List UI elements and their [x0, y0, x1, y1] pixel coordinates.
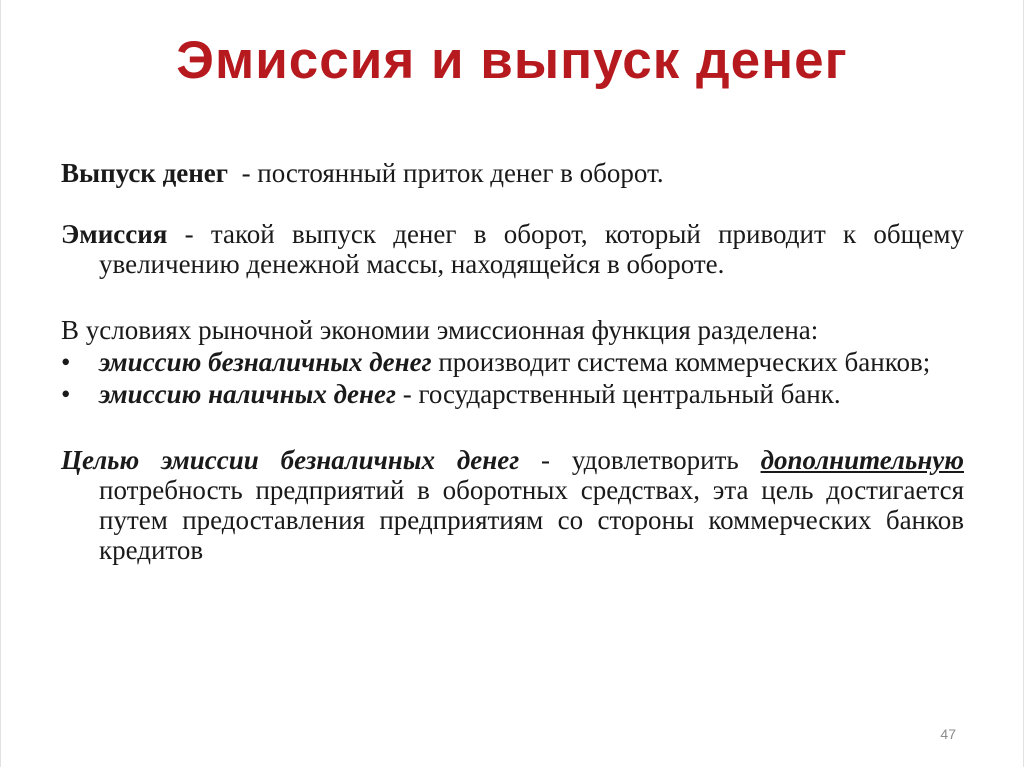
bullet-marker: • [61, 379, 71, 409]
list-item [61, 347, 964, 377]
term-money-issue: Выпуск денег [61, 158, 229, 188]
paragraph-market-economy: В условиях рыночной экономии эмиссионная функция разделена: [61, 315, 819, 345]
slide-title: Эмиссия и выпуск денег [176, 31, 848, 90]
definition-money-issue: - постоянный приток денег в оборот. [228, 158, 664, 188]
paragraph-money-issue [61, 158, 964, 188]
goal-text-b: потребность предприятий в оборотных средствах, эта цель достигается путем предоставления предприятиям со стороны коммерческих банков кредитов [99, 475, 964, 565]
page-number: 47 [940, 726, 956, 742]
bullet-text: - государственный центральный банк. [395, 379, 841, 409]
bullet-marker: • [61, 347, 71, 377]
slide-body [61, 158, 964, 565]
term-emission: Эмиссия [61, 219, 168, 249]
bullet-term: эмиссию безналичных денег [99, 347, 432, 377]
term-emission-goal: Целью эмиссии безналичных денег [61, 445, 520, 475]
bullet-text: производит система коммерческих банков; [431, 347, 931, 377]
underlined-word: дополнительную [760, 445, 964, 475]
list-item [61, 379, 964, 409]
goal-text-a: - удовлетворить [519, 445, 761, 475]
definition-emission: - такой выпуск денег в оборот, который приводит к общему увеличению денежной массы, находящейся в обороте. [99, 219, 964, 279]
paragraph-emission-goal [61, 445, 964, 565]
paragraph-emission [61, 219, 964, 279]
bullet-term: эмиссию наличных денег [99, 379, 396, 409]
